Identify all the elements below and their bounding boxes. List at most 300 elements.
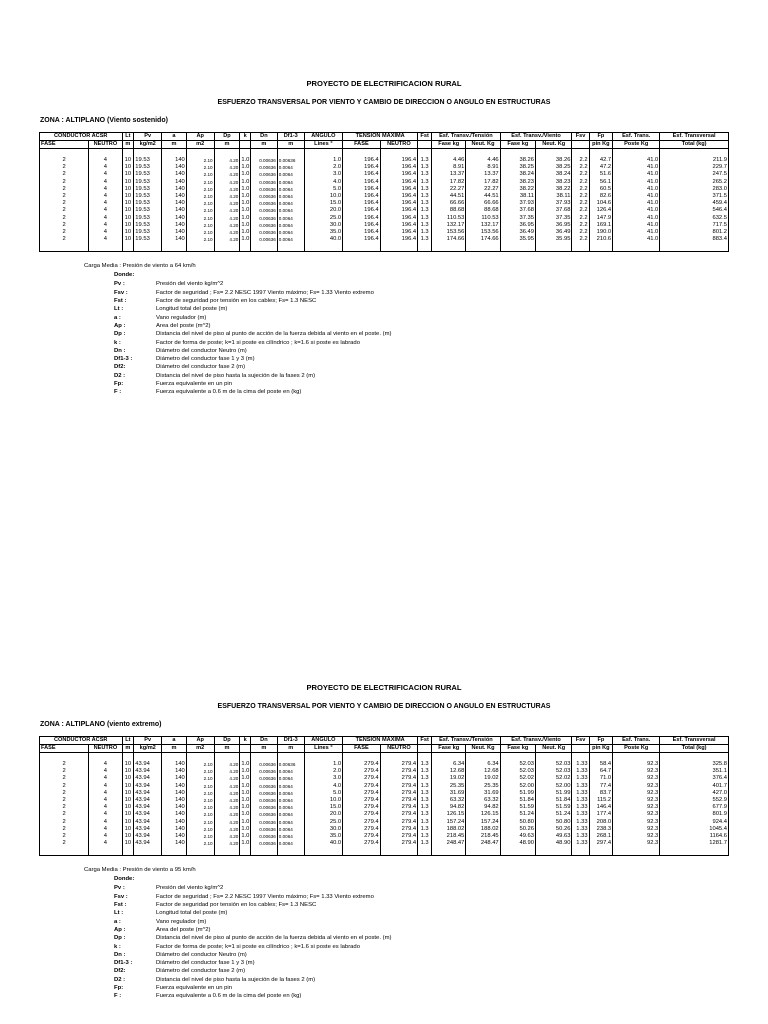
legend-item — [84, 380, 704, 388]
end-cell — [277, 243, 304, 252]
cell-tension-fase-kg: 6.34 — [432, 761, 466, 768]
cell-df13: 0.0064 — [277, 222, 304, 229]
cell-fsv: 1.33 — [572, 775, 589, 782]
legend-item — [84, 322, 704, 330]
cell-viento-fase-kg: 38.11 — [500, 193, 535, 200]
cell-fp: 147.9 — [589, 215, 613, 222]
unit-lt: m — [122, 141, 134, 149]
end-cell — [162, 243, 187, 252]
cell-tension-neutro: 279.4 — [380, 783, 418, 790]
end-cell — [418, 847, 432, 856]
end-cell — [89, 243, 122, 252]
cell-k: 1.0 — [241, 789, 250, 796]
esfuerzo-table — [39, 736, 729, 856]
cell-dp: 4.20 — [214, 819, 240, 826]
cell-ap: 2.10 — [186, 215, 214, 222]
header-viento-fase-kg: Fase kg — [500, 745, 535, 753]
end-cell — [186, 847, 214, 856]
cell-k: 1.0 — [241, 840, 250, 847]
header-tension-neut-kg: Neut. Kg — [466, 745, 500, 753]
cell-a: 140 — [162, 193, 187, 200]
cell-tension-fase-kg: 157.24 — [432, 819, 466, 826]
cell-tension-fase-kg: 132.17 — [432, 222, 466, 229]
cell-fp: 60.5 — [589, 186, 613, 193]
cell-tension-fase: 279.4 — [343, 840, 381, 847]
end-cell — [343, 847, 381, 856]
cell-pv: 43.94 — [134, 761, 162, 768]
cell-tension-neutro: 196.4 — [380, 157, 418, 164]
cell-neutro: 4 — [89, 207, 122, 214]
cell-tension-fase: 279.4 — [343, 768, 381, 775]
cell-dp: 4.20 — [214, 768, 240, 775]
donde-label: Donde: — [114, 272, 135, 279]
cell-poste-kg: 41.0 — [613, 207, 660, 214]
spacer-row — [40, 149, 729, 158]
cell-lt: 10 — [122, 236, 134, 243]
cell-tension-fase: 279.4 — [343, 811, 381, 818]
header-ap: Ap — [186, 133, 214, 141]
legend-description: Area del poste (m^2) — [156, 926, 211, 933]
spacer-cell — [589, 753, 613, 762]
cell-fase: 2 — [40, 790, 89, 797]
cell-ap: 2.10 — [186, 193, 214, 200]
header-lt: Lt — [122, 133, 134, 141]
table-row — [40, 215, 729, 222]
end-cell — [500, 243, 535, 252]
cell-pv: 19.53 — [134, 157, 162, 164]
cell-dp: 4.20 — [214, 811, 240, 818]
cell-tension-neut-kg: 13.37 — [466, 171, 500, 178]
cell-fp: 71.0 — [589, 775, 613, 782]
cell-total-kg: 351.1 — [660, 768, 729, 775]
header-esf-trans: Esf. Trans. — [613, 133, 660, 141]
end-cell — [500, 847, 535, 856]
cell-ap: 2.10 — [186, 229, 214, 236]
spacer-cell — [536, 149, 572, 158]
cell-k: 1.0 — [241, 797, 250, 804]
cell-k: 1.0 — [241, 811, 250, 818]
end-cell — [536, 243, 572, 252]
cell-tension-fase-kg: 66.66 — [432, 200, 466, 207]
cell-dn: 0.00636 — [251, 229, 278, 236]
cell-tension-neutro: 196.4 — [380, 179, 418, 186]
cell-total-kg: 924.4 — [660, 819, 729, 826]
cell-k: 1.0 — [241, 775, 250, 782]
cell-fsv: 1.33 — [572, 826, 589, 833]
legend-item — [84, 984, 704, 992]
cell-a: 140 — [162, 207, 187, 214]
cell-fsv: 2.2 — [572, 236, 589, 243]
cell-fp: 56.1 — [589, 179, 613, 186]
cell-ap: 2.10 — [186, 236, 214, 243]
cell-pv: 43.94 — [134, 840, 162, 847]
spacer-cell — [572, 753, 589, 762]
sheet-viento-sostenido — [0, 78, 768, 397]
legend-key: k : — [114, 943, 121, 950]
cell-viento-neut-kg: 48.90 — [536, 840, 572, 847]
cell-poste-kg: 92.3 — [613, 833, 660, 840]
end-cell — [240, 243, 251, 252]
cell-df13: 0.0064 — [277, 783, 304, 790]
spacer-cell — [380, 149, 418, 158]
cell-k: 1.0 — [241, 818, 250, 825]
cell-viento-fase-kg: 52.03 — [500, 761, 535, 768]
header-fp: Fp — [589, 737, 613, 745]
cell-dn: 0.00636 — [251, 811, 278, 818]
cell-fsv: 2.2 — [572, 222, 589, 229]
cell-angulo: 30.0 — [304, 222, 343, 229]
unit-pv: kg/m2 — [134, 745, 162, 753]
header-tension-maxima: TENSION MAXIMA — [343, 737, 418, 745]
cell-df13: 0.0064 — [277, 215, 304, 222]
cell-fase: 2 — [40, 819, 89, 826]
header-dp: Dp — [214, 133, 240, 141]
legend-key: D2 : — [114, 372, 126, 379]
unit-fsv — [572, 141, 589, 149]
spacer-cell — [343, 753, 381, 762]
cell-tension-neut-kg: 188.02 — [466, 826, 500, 833]
donde-label: Donde: — [114, 876, 135, 883]
unit-df13: m — [277, 745, 304, 753]
cell-a: 140 — [162, 164, 187, 171]
cell-tension-neutro: 279.4 — [380, 833, 418, 840]
legend-description: Distancia del nivel de piso al punto de acción de la fuerza debida al viento en el poste. (m) — [156, 935, 392, 942]
cell-neutro: 4 — [89, 236, 122, 243]
cell-fp: 51.6 — [589, 171, 613, 178]
header-tension-maxima: TENSION MAXIMA — [343, 133, 418, 141]
table-row — [40, 840, 729, 847]
cell-angulo: 20.0 — [304, 207, 343, 214]
cell-viento-neut-kg: 36.49 — [536, 229, 572, 236]
legend-item — [84, 893, 704, 901]
end-cell — [89, 847, 122, 856]
cell-tension-fase: 279.4 — [343, 783, 381, 790]
cell-dn: 0.00636 — [251, 193, 278, 200]
cell-viento-fase-kg: 50.26 — [500, 826, 535, 833]
table-row — [40, 768, 729, 775]
end-cell — [432, 243, 466, 252]
cell-ap: 2.10 — [186, 783, 214, 790]
cell-tension-fase-kg: 13.37 — [432, 171, 466, 178]
cell-k: 1.0 — [241, 178, 250, 185]
cell-a: 140 — [162, 157, 187, 164]
cell-poste-kg: 92.3 — [613, 840, 660, 847]
cell-tension-neut-kg: 218.45 — [466, 833, 500, 840]
spacer-cell — [122, 753, 134, 762]
legend-description: Longitud total del poste (m) — [156, 306, 228, 313]
cell-viento-neut-kg: 51.59 — [536, 804, 572, 811]
table-row — [40, 157, 729, 164]
cell-viento-fase-kg: 50.80 — [500, 819, 535, 826]
legend-description: Distancia del nivel de piso hasta la sujeción de la fases 2 (m) — [156, 976, 316, 983]
header-dn: Dn — [251, 133, 278, 141]
legend-item — [84, 943, 704, 951]
cell-total-kg: 325.8 — [660, 761, 729, 768]
cell-dn: 0.00636 — [251, 164, 278, 171]
legend-item — [84, 372, 704, 380]
cell-k: 1.0 — [241, 221, 250, 228]
unit-fst — [418, 745, 432, 753]
cell-dp: 4.20 — [214, 833, 240, 840]
spacer-cell — [89, 753, 122, 762]
cell-tension-fase: 279.4 — [343, 826, 381, 833]
header-viento-neut-kg: Neut. Kg — [536, 141, 572, 149]
cell-tension-fase-kg: 174.66 — [432, 236, 466, 243]
cell-tension-neut-kg: 157.24 — [466, 819, 500, 826]
cell-dn: 0.00636 — [251, 179, 278, 186]
legend-key: Fsv : — [114, 289, 128, 296]
unit-k — [240, 141, 251, 149]
cell-a: 140 — [162, 215, 187, 222]
cell-k: 1.0 — [241, 229, 250, 236]
cell-fsv: 2.2 — [572, 193, 589, 200]
header-tension-neut-kg: Neut. Kg — [466, 141, 500, 149]
cell-pv: 43.94 — [134, 797, 162, 804]
table-row — [40, 797, 729, 804]
cell-a: 140 — [162, 833, 187, 840]
cell-tension-fase: 279.4 — [343, 790, 381, 797]
cell-fase: 2 — [40, 761, 89, 768]
legend-key: Dp : — [114, 935, 126, 942]
cell-fase: 2 — [40, 193, 89, 200]
cell-tension-fase-kg: 126.15 — [432, 811, 466, 818]
cell-tension-fase-kg: 31.69 — [432, 790, 466, 797]
cell-viento-neut-kg: 38.24 — [536, 171, 572, 178]
legend-item — [84, 926, 704, 934]
cell-ap: 2.10 — [186, 826, 214, 833]
cell-dn: 0.00636 — [251, 761, 278, 768]
spacer-cell — [277, 149, 304, 158]
cell-viento-neut-kg: 37.35 — [536, 215, 572, 222]
cell-a: 140 — [162, 804, 187, 811]
cell-dp: 4.20 — [214, 797, 240, 804]
header-a: a — [162, 737, 187, 745]
table-row — [40, 193, 729, 200]
cell-tension-fase-kg: 44.51 — [432, 193, 466, 200]
legend-item — [84, 901, 704, 909]
legend-item — [84, 363, 704, 371]
end-cell — [589, 847, 613, 856]
cell-viento-neut-kg: 51.84 — [536, 797, 572, 804]
end-cell — [122, 243, 134, 252]
end-cell — [251, 847, 278, 856]
cell-total-kg: 1164.6 — [660, 833, 729, 840]
cell-dn: 0.00636 — [251, 819, 278, 826]
cell-a: 140 — [162, 826, 187, 833]
cell-tension-fase: 196.4 — [343, 229, 381, 236]
table-row — [40, 775, 729, 782]
cell-viento-fase-kg: 38.22 — [500, 186, 535, 193]
cell-fase: 2 — [40, 833, 89, 840]
cell-poste-kg: 41.0 — [613, 236, 660, 243]
unit-angulo: Lines ° — [304, 745, 343, 753]
legend-description: Longitud total del poste (m) — [156, 910, 228, 917]
cell-neutro: 4 — [89, 819, 122, 826]
cell-dn: 0.00636 — [251, 768, 278, 775]
cell-df13: 0.0064 — [277, 171, 304, 178]
legend-item — [84, 339, 704, 347]
end-cell — [162, 847, 187, 856]
cell-total-kg: 376.4 — [660, 775, 729, 782]
cell-viento-fase-kg: 38.25 — [500, 164, 535, 171]
spacer-cell — [589, 149, 613, 158]
cell-fp: 82.6 — [589, 193, 613, 200]
cell-a: 140 — [162, 222, 187, 229]
end-cell — [660, 243, 729, 252]
cell-lt: 10 — [122, 775, 134, 782]
cell-fp: 115.2 — [589, 797, 613, 804]
cell-poste-kg: 92.3 — [613, 768, 660, 775]
cell-angulo: 10.0 — [304, 193, 343, 200]
cell-angulo: 2.0 — [304, 768, 343, 775]
legend-list — [84, 884, 704, 1000]
cell-tension-fase: 196.4 — [343, 222, 381, 229]
cell-fp: 58.4 — [589, 761, 613, 768]
cell-viento-neut-kg: 38.25 — [536, 164, 572, 171]
cell-fst: 1.3 — [418, 833, 432, 840]
cell-fsv: 1.33 — [572, 840, 589, 847]
end-cell — [40, 847, 89, 856]
cell-tension-neutro: 279.4 — [380, 797, 418, 804]
cell-pv: 43.94 — [134, 775, 162, 782]
legend-list — [84, 280, 704, 396]
legend-item — [84, 330, 704, 338]
cell-viento-neut-kg: 36.95 — [536, 222, 572, 229]
end-cell — [343, 243, 381, 252]
end-cell — [134, 847, 162, 856]
cell-df13: 0.0064 — [277, 826, 304, 833]
legend-key: Df2: — [114, 364, 126, 371]
cell-poste-kg: 92.3 — [613, 811, 660, 818]
cell-pv: 19.53 — [134, 200, 162, 207]
cell-fsv: 2.2 — [572, 171, 589, 178]
header-viento-neut-kg: Neut. Kg — [536, 745, 572, 753]
cell-neutro: 4 — [89, 790, 122, 797]
cell-tension-fase: 196.4 — [343, 164, 381, 171]
cell-k: 1.0 — [241, 804, 250, 811]
legend-item — [84, 280, 704, 288]
cell-poste-kg: 92.3 — [613, 826, 660, 833]
cell-viento-neut-kg: 38.22 — [536, 186, 572, 193]
spacer-cell — [134, 149, 162, 158]
cell-k: 1.0 — [241, 825, 250, 832]
cell-a: 140 — [162, 186, 187, 193]
cell-viento-fase-kg: 37.93 — [500, 200, 535, 207]
cell-fp: 83.7 — [589, 790, 613, 797]
cell-k: 1.0 — [241, 207, 250, 214]
cell-pv: 43.94 — [134, 826, 162, 833]
header-pv: Pv — [134, 737, 162, 745]
legend-key: Ap : — [114, 926, 126, 933]
cell-tension-fase-kg: 94.82 — [432, 804, 466, 811]
spacer-cell — [162, 753, 187, 762]
cell-fase: 2 — [40, 236, 89, 243]
header-df13: Df1-3 — [277, 133, 304, 141]
end-cell — [214, 847, 240, 856]
cell-fase: 2 — [40, 186, 89, 193]
cell-total-kg: 1045.4 — [660, 826, 729, 833]
cell-dp: 4.20 — [214, 179, 240, 186]
cell-viento-neut-kg: 35.95 — [536, 236, 572, 243]
cell-viento-neut-kg: 52.00 — [536, 783, 572, 790]
cell-tension-fase: 279.4 — [343, 819, 381, 826]
cell-dp: 4.20 — [214, 215, 240, 222]
legend-item — [84, 976, 704, 984]
cell-tension-fase-kg: 248.47 — [432, 840, 466, 847]
header-dp: Dp — [214, 737, 240, 745]
cell-poste-kg: 41.0 — [613, 215, 660, 222]
cell-viento-fase-kg: 37.35 — [500, 215, 535, 222]
sheet-title: PROYECTO DE ELECTRIFICACION RURAL — [306, 683, 462, 692]
cell-tension-fase: 279.4 — [343, 804, 381, 811]
cell-tension-neutro: 279.4 — [380, 775, 418, 782]
header-esf-viento: Esf. Transv./Viento — [500, 737, 572, 745]
cell-ap: 2.10 — [186, 761, 214, 768]
cell-dp: 4.20 — [214, 761, 240, 768]
cell-neutro: 4 — [89, 157, 122, 164]
cell-fst: 1.3 — [418, 229, 432, 236]
cell-fp: 126.4 — [589, 207, 613, 214]
legend-key: Lt : — [114, 910, 124, 917]
cell-fase: 2 — [40, 826, 89, 833]
cell-fase: 2 — [40, 222, 89, 229]
cell-fase: 2 — [40, 775, 89, 782]
cell-neutro: 4 — [89, 811, 122, 818]
spacer-cell — [304, 753, 343, 762]
unit-fp: pin Kg — [589, 745, 613, 753]
cell-a: 140 — [162, 819, 187, 826]
unit-lt: m — [122, 745, 134, 753]
cell-ap: 2.10 — [186, 768, 214, 775]
cell-fp: 169.1 — [589, 222, 613, 229]
cell-a: 140 — [162, 761, 187, 768]
cell-dn: 0.00636 — [251, 222, 278, 229]
spacer-cell — [572, 149, 589, 158]
cell-total-kg: 247.5 — [660, 171, 729, 178]
spacer-cell — [277, 753, 304, 762]
cell-viento-neut-kg: 38.26 — [536, 157, 572, 164]
cell-angulo: 25.0 — [304, 215, 343, 222]
cell-angulo: 10.0 — [304, 797, 343, 804]
cell-ap: 2.10 — [186, 186, 214, 193]
spacer-cell — [380, 753, 418, 762]
cell-poste-kg: 92.3 — [613, 819, 660, 826]
cell-angulo: 1.0 — [304, 761, 343, 768]
spacer-cell — [240, 753, 251, 762]
legend-key: Df1-3 : — [114, 356, 133, 363]
cell-lt: 10 — [122, 157, 134, 164]
cell-viento-neut-kg: 38.23 — [536, 179, 572, 186]
cell-dp: 4.20 — [214, 207, 240, 214]
table-row — [40, 229, 729, 236]
cell-angulo: 4.0 — [304, 179, 343, 186]
cell-df13: 0.0064 — [277, 833, 304, 840]
legend-description: Vano regulador (m) — [156, 918, 207, 925]
cell-dn: 0.00636 — [251, 826, 278, 833]
cell-viento-fase-kg: 38.26 — [500, 157, 535, 164]
legend-item — [84, 355, 704, 363]
cell-a: 140 — [162, 783, 187, 790]
legend-key: Dn : — [114, 347, 126, 354]
unit-a: m — [162, 141, 187, 149]
cell-fst: 1.3 — [418, 804, 432, 811]
cell-fst: 1.3 — [418, 200, 432, 207]
cell-fp: 77.4 — [589, 783, 613, 790]
header-lt: Lt — [122, 737, 134, 745]
cell-viento-fase-kg: 38.24 — [500, 171, 535, 178]
spacer-cell — [186, 149, 214, 158]
cell-viento-neut-kg: 50.26 — [536, 826, 572, 833]
